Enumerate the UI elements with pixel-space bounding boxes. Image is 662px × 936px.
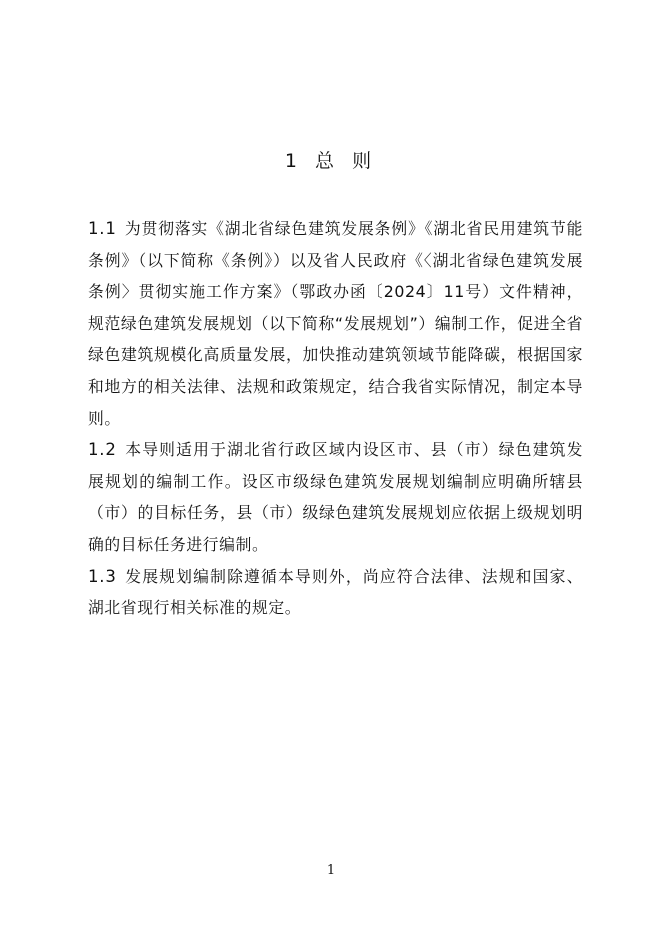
clause-text: 本导则适用于湖北省行政区域内设区市、县（市）绿色建筑发展规划的编制工作。设区市级绿色建筑发展规划编制应明确所辖县（市）的目标任务，县（市）级绿色建筑发展规划应依据上级规划明确的目标任务进行编制。 [88,440,583,554]
clause-1-2 [88,434,583,560]
clause-number: 1.1 [88,219,117,238]
clause-number: 1.2 [88,440,117,460]
chapter-title: 1 总 则 [284,150,378,172]
clause-text: 为贯彻落实《湖北省绿色建筑发展条例》《湖北省民用建筑节能条例》（以下简称《条例》）以及省人民政府《〈湖北省绿色建筑发展条例〉贯彻实施工作方案》（鄂政办函〔2024〕11号）文件精神，规范绿色建筑发展规划（以下简称“发展规划”）编制工作，促进全省绿色建筑规模化高质量发展，加快推动建筑领域节能降碳，根据国家和地方的相关法律、法规和政策规定，结合我省实际情况，制定本导则。 [88,219,583,428]
page-number: 1 [326,863,336,878]
clause-1-1 [88,213,583,434]
clause-1-3 [88,561,583,624]
document-body [88,213,583,624]
clause-number: 1.3 [88,566,117,586]
clause-text: 发展规划编制除遵循本导则外，尚应符合法律、法规和国家、湖北省现行相关标准的规定。 [88,566,583,618]
